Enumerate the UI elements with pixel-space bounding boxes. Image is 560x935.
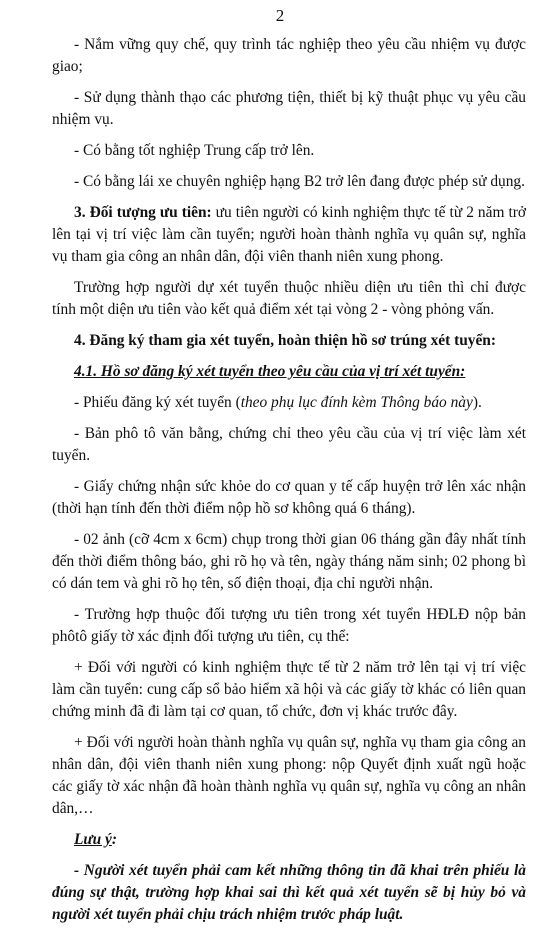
priority-note: Trường hợp người dự xét tuyển thuộc nhiều diện ưu tiên thì chỉ được tính một diện ưu tiên vào kết quả điểm xét tại vòng 2 - vòng phỏng vấn.: [52, 279, 526, 318]
section-4-1-heading: 4.1. Hồ sơ đăng ký xét tuyển theo yêu cầu của vị trí xét tuyển:: [74, 363, 466, 380]
form-suffix: ).: [472, 394, 482, 411]
dossier-subitem-military: + Đối với người hoàn thành nghĩa vụ quân sự, nghĩa vụ tham gia công an nhân dân, đội viên thanh niên xung phong: nộp Quyết định xuất ngũ hoặc các giấy tờ xác nhận đã hoàn thành nghĩa vụ quân sự, nghĩa vụ công an nhân dân,…: [52, 734, 526, 817]
requirement-item: - Sử dụng thành thạo các phương tiện, thiết bị kỹ thuật phục vụ yêu cầu nhiệm vụ.: [52, 89, 526, 128]
document-body: [52, 34, 526, 935]
dossier-item-form: [52, 392, 526, 414]
dossier-item-photos: - 02 ảnh (cỡ 4cm x 6cm) chụp trong thời gian 06 tháng gần đây nhất tính đến thời điểm thông báo, ghi rõ họ và tên, ngày tháng năm sinh; 02 phong bì có dán tem và ghi rõ họ tên, số điện thoại, địa chỉ người nhận.: [52, 531, 526, 592]
priority-paragraph: [52, 202, 526, 268]
note-title: Lưu ý: [74, 831, 112, 848]
dossier-item-copy: - Bản phô tô văn bằng, chứng chỉ theo yêu cầu của vị trí việc làm xét tuyển.: [52, 425, 526, 464]
section-4-heading: 4. Đăng ký tham gia xét tuyển, hoàn thiện hồ sơ trúng xét tuyển:: [74, 332, 496, 349]
form-italic: theo phụ lục đính kèm Thông báo này: [240, 394, 473, 411]
page-number: 2: [275, 6, 285, 25]
requirement-item: - Nắm vững quy chế, quy trình tác nghiệp theo yêu cầu nhiệm vụ được giao;: [52, 36, 526, 75]
dossier-subitem-experience: + Đối với người có kinh nghiệm thực tế từ 2 năm trở lên tại vị trí việc làm cần tuyển: cung cấp sổ bảo hiểm xã hội và các giấy tờ khác có liên quan chứng minh đã đi làm tại cơ quan, tổ chức, đơn vị khác trước đây.: [52, 659, 526, 720]
dossier-item-priority: - Trường hợp thuộc đối tượng ưu tiên trong xét tuyển HĐLĐ nộp bản phôtô giấy tờ xác định đối tượng ưu tiên, cụ thể:: [52, 606, 526, 645]
note-colon: :: [111, 831, 118, 848]
form-prefix: - Phiếu đăng ký xét tuyển (: [74, 394, 241, 411]
priority-heading: 3. Đối tượng ưu tiên:: [74, 204, 212, 221]
priority-text: ưu tiên người có kinh nghiệm thực tế từ 2 năm trở lên tại vị trí việc làm cần tuyển; người hoàn thành nghĩa vụ quân sự, nghĩa vụ tham gia công an nhân dân, đội viên thanh niên xung phong.: [52, 204, 527, 265]
requirement-item: - Có bằng lái xe chuyên nghiệp hạng B2 trở lên đang được phép sử dụng.: [74, 173, 525, 190]
note-heading: [52, 829, 526, 851]
requirement-item: - Có bằng tốt nghiệp Trung cấp trở lên.: [74, 142, 315, 159]
dossier-item-health: - Giấy chứng nhận sức khỏe do cơ quan y tế cấp huyện trở lên xác nhận (thời hạn tính đến thời điểm nộp hồ sơ không quá 6 tháng).: [52, 478, 526, 517]
note-text: - Người xét tuyển phải cam kết những thông tin đã khai trên phiếu là đúng sự thật, trường hợp khai sai thì kết quả xét tuyển sẽ bị hủy bỏ và người xét tuyển phải chịu trách nhiệm trước pháp luật.: [52, 862, 526, 923]
